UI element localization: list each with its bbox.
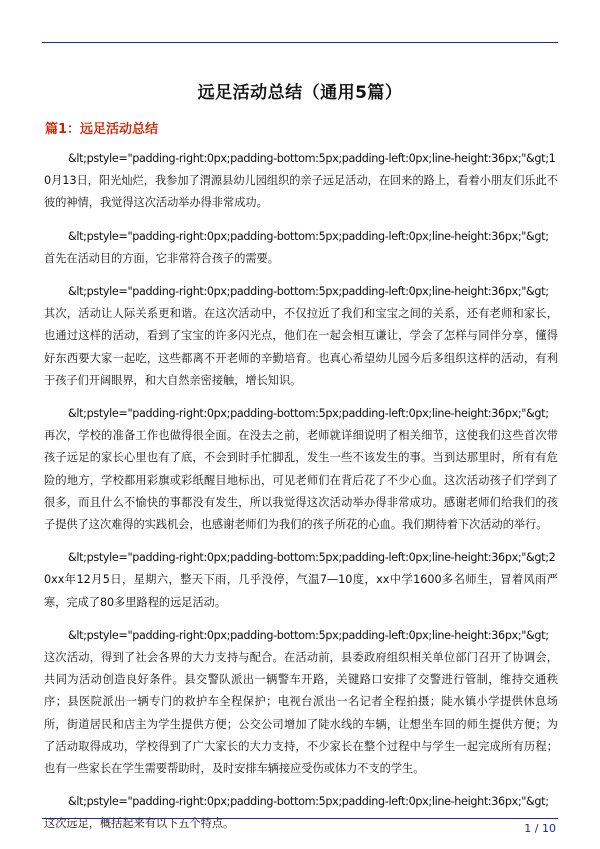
paragraph-text: 10月13日，阳光灿烂，我参加了渭源县幼儿园组织的亲子远足活动，在回来的路上，看着小朋友们乐此不彼的神情，我觉得这次活动举办得非常成功。 (44, 152, 558, 210)
paragraph (44, 547, 558, 614)
page-number: 1 / 10 (524, 822, 556, 835)
paragraph-text: 首先在活动目的方面，它非常符合孩子的需要。 (44, 251, 279, 265)
paragraph (44, 791, 558, 835)
paragraph (44, 403, 558, 536)
document-body (44, 148, 558, 847)
raw-markup-text: &lt;pstyle="padding-right:0px;padding-bottom:5px;padding-left:0px;line-height:36px;"&gt; (68, 795, 549, 809)
paragraph (44, 226, 558, 270)
paragraph (44, 148, 558, 215)
paragraph-text: 20xx年12月5日，星期六，整天下雨，几乎没停，气温7—10度，xx中学1600多名师生，冒着风雨严寒，完成了80多里路程的远足活动。 (44, 551, 558, 609)
section-heading: 篇1：远足活动总结 (45, 122, 159, 137)
header-rule (42, 42, 558, 43)
raw-markup-text: &lt;pstyle="padding-right:0px;padding-bottom:5px;padding-left:0px;line-height:36px;"&gt; (68, 285, 549, 299)
paragraph (44, 281, 558, 392)
paragraph-text: 再次，学校的准备工作也做得很全面。在没去之前，老师就详细说明了相关细节，这使我们这些首次带孩子远足的家长心里也有了底，不会到时手忙脚乱，发生一些不该发生的事。当到达那里时，所有有危险的地方，学校都用彩旗或彩纸醒目地标出，可见老师们在背后花了不少心血。这次活动孩子们学到了很多，而且什么不愉快的事都没有发生，所以我觉得这次活动举办得非常成功。感谢老师们给我们的孩子提供了这次难得的实践机会，也感谢老师们为我们的孩子所花的心血。我们期待着下次活动的举行。 (44, 429, 558, 532)
document-title: 远足活动总结（通用5篇） (197, 83, 403, 103)
raw-markup-text: &lt;pstyle="padding-right:0px;padding-bottom:5px;padding-left:0px;line-height:36px;"&gt; (68, 628, 549, 642)
footer-rule (42, 818, 558, 819)
raw-markup-text: &lt;pstyle="padding-right:0px;padding-bottom:5px;padding-left:0px;line-height:36px;"&gt; (68, 407, 549, 421)
raw-markup-text: &lt;pstyle="padding-right:0px;padding-bottom:5px;padding-left:0px;line-height:36px;"&gt; (68, 229, 549, 243)
paragraph-text: 这次远足，概括起来有以下五个特点。 (44, 817, 235, 831)
paragraph (44, 625, 558, 780)
raw-markup-text: &lt;pstyle="padding-right:0px;padding-bottom:5px;padding-left:0px;line-height:36px;"&gt; (68, 551, 549, 565)
paragraph-text: 这次活动，得到了社会各界的大力支持与配合。在活动前，县委政府组织相关单位部门召开了协调会，共同为活动创造良好条件。县交警队派出一辆警车开路，关键路口安排了交警进行管制，维持交通秩序；县医院派出一辆专门的救护车全程保护；电视台派出一名记者全程拍摄；陡水镇小学提供休息场所，街道居民和店主为学生提供方便；公交公司增加了陡水线的车辆，让想坐车回的师生提供方便；为了活动取得成功，学校得到了广大家长的大力支持，不少家长在整个过程中与学生一起完成所有历程；也有一些家长在学生需要帮助时，及时安排车辆接应受伤或体力不支的学生。 (44, 651, 558, 776)
paragraph-text: 其次，活动让人际关系更和谐。在这次活动中，不仅拉近了我们和宝宝之间的关系，还有老师和家长，也通过这样的活动，看到了宝宝的许多闪光点，他们在一起会相互谦让，学会了怎样与同伴分享，懂得好东西要大家一起吃，这些都离不开老师的辛勤培育。也真心希望幼儿园今后多组织这样的活动，有利于孩子们开阔眼界，和大自然亲密接触，增长知识。 (44, 307, 558, 387)
raw-markup-text: &lt;pstyle="padding-right:0px;padding-bottom:5px;padding-left:0px;line-height:36px;"&gt; (68, 152, 549, 165)
